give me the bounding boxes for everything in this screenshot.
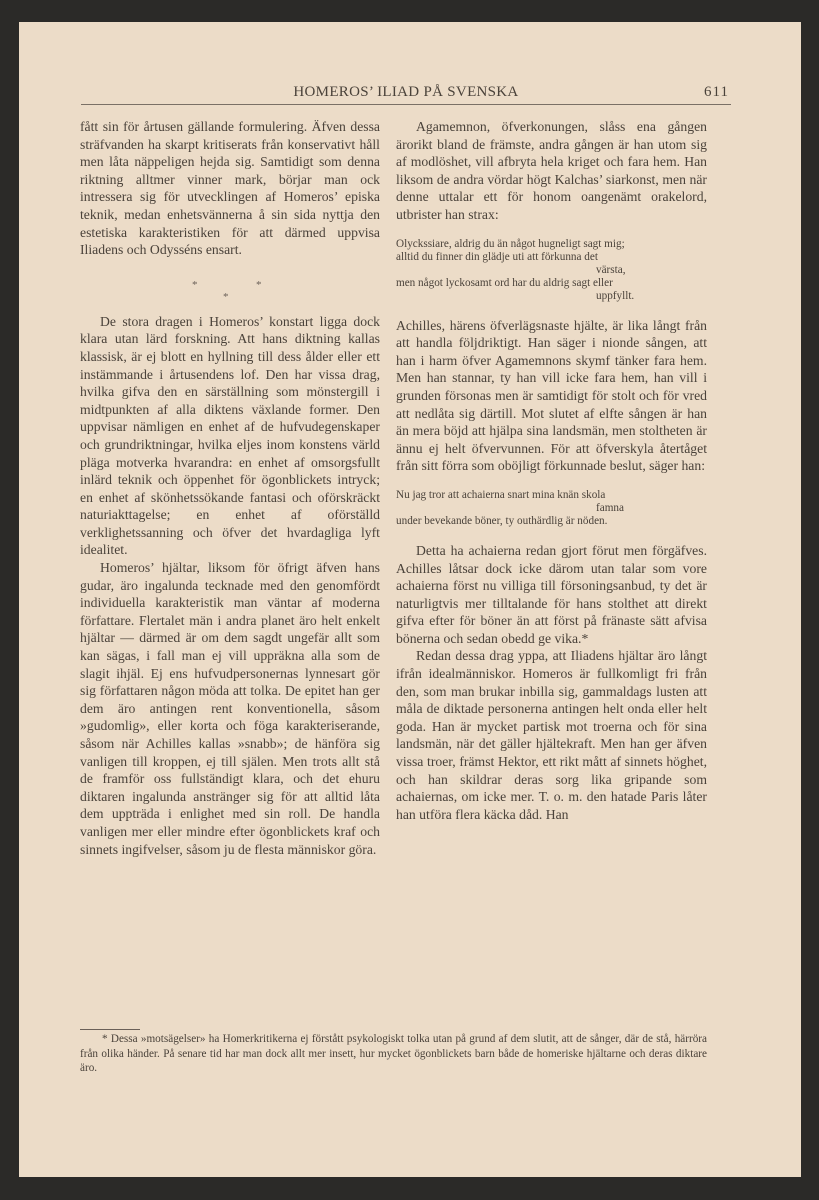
verse-line: Olyckssiare, aldrig du än något hugneligt sagt mig; (396, 237, 625, 250)
paragraph: Agamemnon, öfverkonungen, slåss ena gången ärorikt bland de främste, andra gången är han utom sig af modlöshet, vill afbryta hela kriget och fara hem. Han liksom de andra vördar högt Kalchas’ siarkonst, men när denne uttalar ett för honom oangenämt orakelord, utbrister han strax: (396, 119, 707, 222)
asterisk: * (223, 290, 229, 303)
verse-line: under bevekande böner, ty outhärdlig är nöden. (396, 514, 608, 527)
verse-line-continuation: uppfyllt. (596, 289, 635, 302)
paragraph: Achilles, härens öfverlägsnaste hjälte, är lika långt från att handla följdriktigt. Han säger i nionde sången, att han i harm öfver Agamemnons skymf tänker fara hem. Men han stannar, ty han vill icke fara hem, han vill i grunden försonas men är samtidigt för stolt och för vred att nedlåta sig därtill. Mot slutet af elfte sången är han än mera böjd att hjälpa sina landsmän, men stoltheten är ännu ej helt öfvervunnen. För att öfverskyla återtåget från sitt förra som oböjligt förkunnade beslut, säger han: (396, 317, 707, 474)
paragraph: Homeros’ hjältar, liksom för öfrigt äfven hans gudar, äro ingalunda tecknade med den genomfördt individuella karakteristik man väntar af moderna författare. Flertalet män i andra planet äro helt enkelt hjältar — därmed är om dem sagdt ungefär allt som kan sägas, i fall man ej vill uppräkna alla som de slagit ihjäl. Ej ens hufvudpersonernas lynnesart gör sig författaren någon möda att tolka. De epitet han ger dem äro antingen rent konventionella, såsom »gudomlig», eller korta och föga karakteriserande, såsom när Achilles kallas »snabb»; de hänföra sig vanligen till kroppen, ej till själen. Men trots allt stå de framför oss fullständigt klara, och det ehuru diktaren ingalunda anstränger sig för att alltid låta dem uppträda i enlighet med sin roll. De handla vanligen mer eller mindre efter ögonblickets kraf och sinnets ingifvelser, såsom ju de flesta människor göra. (80, 560, 380, 857)
section-separator (80, 269, 380, 301)
running-title: HOMEROS’ ILIAD PÅ SVENSKA (293, 84, 519, 100)
footnote-divider (80, 1029, 140, 1030)
paragraph: Redan dessa drag yppa, att Iliadens hjältar äro långt ifrån idealmänniskor. Homeros är fullkomligt fri från den, som man brukar inbilla sig, gammaldags lusten att måla de diktade personerna antingen helt onda eller helt goda. Han är mycket partisk mot troerna och för sina landsmän, när det gäller hjältekraft. Men han ger äfven vissa troer, främst Hektor, ett rikt mått af sinnets höghet, och han skildrar deras sorg lika gripande som achaiernas, om icke mer. T. o. m. den hatade Paris låter han utföra flera käcka dåd. Han (396, 648, 707, 822)
verse-line-continuation: famna (596, 501, 624, 514)
asterisk: * (256, 278, 262, 291)
paragraph: De stora dragen i Homeros’ konstart ligga dock klara utan lärd forskning. Att hans diktning kallas klassisk, är ej blott en hyllning till dess ålder eller ett instämmande i årtusendens lof. Den har vissa drag, hvilka gifva den en särställning som mönstergill i midtpunkten af alla diktens växlande former. Den uppvisar nämligen en enhet af de hufvudegenskaper och grundriktningar, hvilka eljes inom konstens värld pläga motverka hvarandra: en enhet af omsorgsfullt inlärd teknik och öppenhet för ögonblickets intryck; en enhet af skönhetssökande fantasi och oförskräckt naturiakttagelse; en enhet af oförställd verklighetssanning och öfver det hvardagliga lyft idealitet. (80, 313, 380, 558)
page-number: 611 (704, 84, 729, 100)
paragraph: Detta ha achaierna redan gjort förut men förgäfves. Achilles låtsar dock icke därom utan talar som vore achaierna först nu villiga till försoningsanbud, ty det är naturligtvis mer tilltalande för hans stolthet att direkt gifva efter för böner än att först på fränaste sätt afvisa bönerna och sedan obedd ge vika.* (396, 542, 707, 646)
right-column (396, 118, 707, 823)
verse-line-continuation: värsta, (596, 263, 626, 276)
verse-line: alltid du finner din glädje uti att förkunna det (396, 250, 598, 263)
verse-line: Nu jag tror att achaierna snart mina knän skola (396, 488, 606, 501)
verse-line: men något lyckosamt ord har du aldrig sagt eller (396, 276, 613, 289)
asterisk: * (192, 278, 198, 291)
verse-quote (396, 238, 707, 303)
left-column (80, 118, 380, 858)
verse-quote (396, 489, 707, 528)
paragraph: fått sin för årtusen gällande formulering. Äfven dessa sträfvanden ha skarpt kritiserats från konservativt håll men låta näppeligen hejda sig. Samtidigt som denna riktning alltmer vinner mark, börjar man ock intressera sig för utvecklingen af Homeros’ episka teknik, medan enhetsvännerna å sin sida nyttja den estetiska karakteristiken för att därmed uppvisa Iliadens och Odysséns ensart. (80, 119, 380, 258)
book-page (19, 22, 801, 1177)
page-header (81, 82, 731, 105)
footnote: * Dessa »motsägelser» ha Homerkritikerna ej förstått psykologiskt tolka utan på grund af dem slutit, att de sånger, där de stå, härröra från olika händer. På senare tid har man dock allt mer insett, hur mycket ögonblickets barn både de homeriske hjältarne och deras diktare äro. (80, 1033, 707, 1074)
